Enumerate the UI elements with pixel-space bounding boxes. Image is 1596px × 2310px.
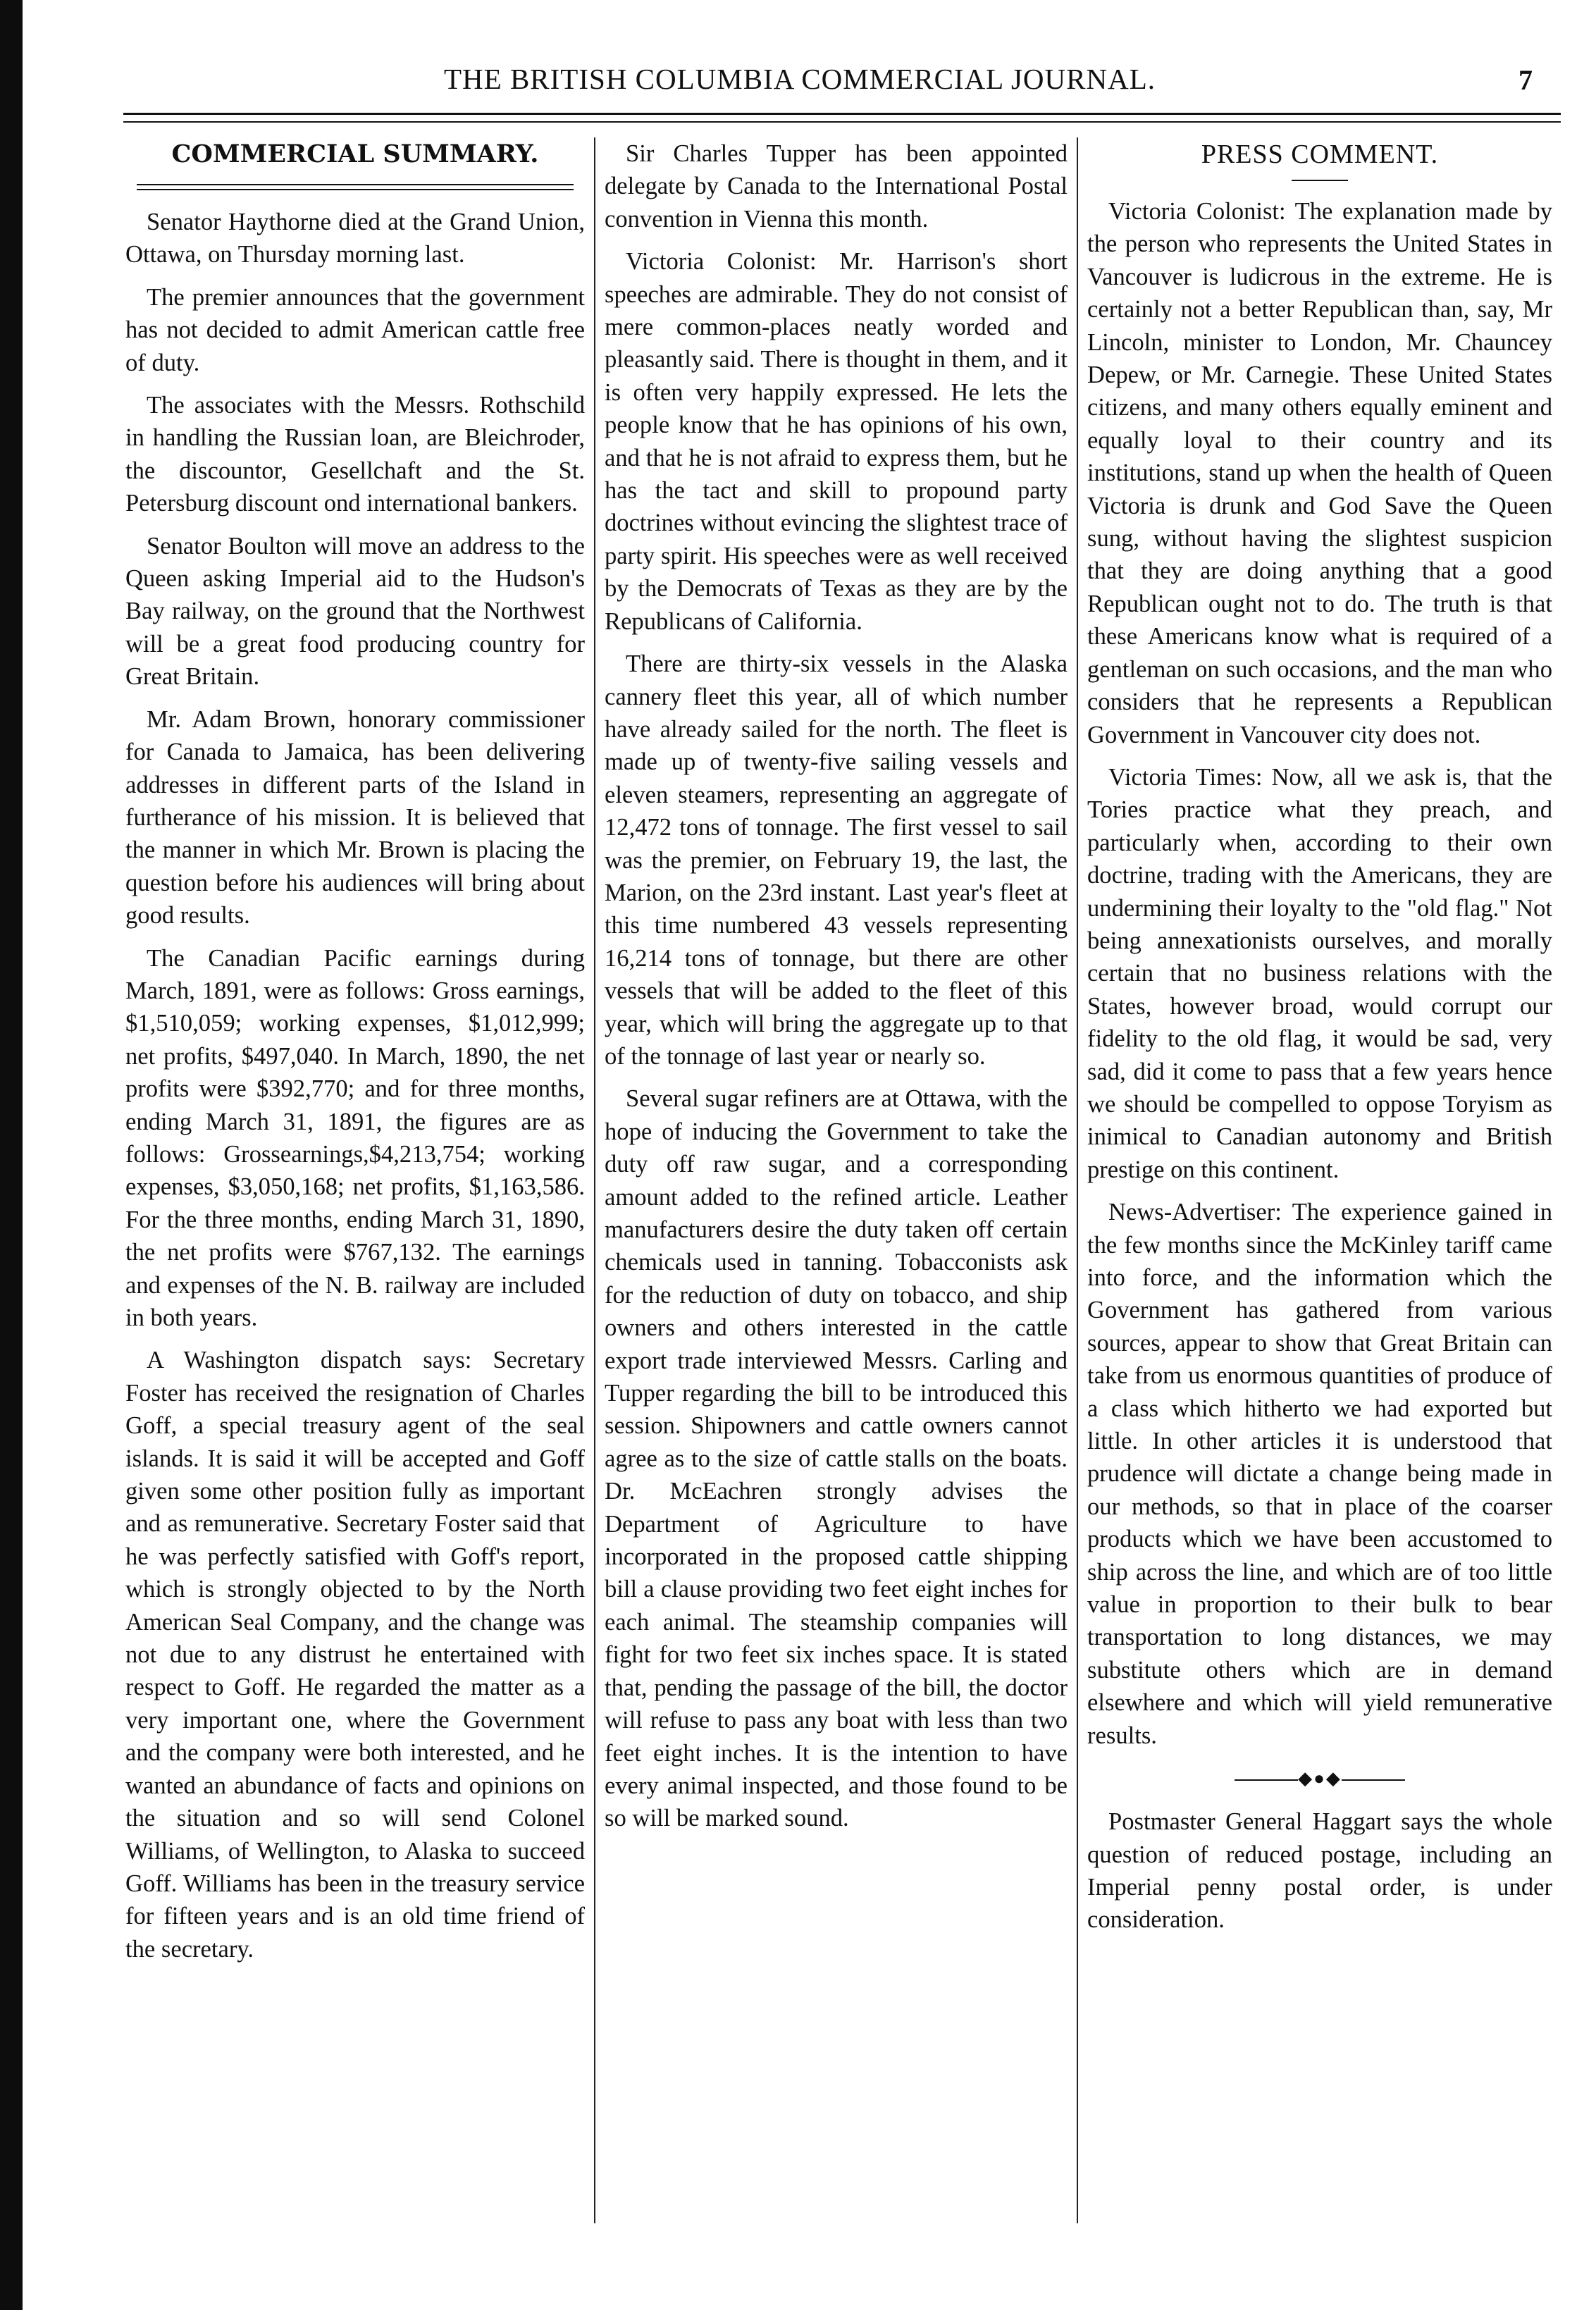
- article-paragraph: News-Advertiser: The experience gained in the few months since the McKinley tariff came into force, and the information which the Government has gathered from various sources, appear to show that Great Britain can take from us enormous quantities of produce of a class which hitherto we had exported but little. In other articles it is understood that prudence will dictate a change being made in our methods, so that in place of the coarser products which we have been accustomed to ship across the line, and which are of too little value in proportion to their bulk to bear transportation to long distances, we may substitute others which are in demand elsewhere and which will yield remunerative results.: [1087, 1199, 1552, 1749]
- article-paragraph: Victoria Colonist: Mr. Harrison's short speeches are admirable. They do not consist of mere common-places neatly worded and pleasantly said. There is thought in them, and it is often very happily expressed. He lets the people know that he has opinions of his own, and that he is not afraid to express them, but he has the tact and skill to propound party doctrines without evincing the slightest trace of party spirit. His speeches were as well received by the Democrats of Texas as they are by the Republicans of California.: [605, 248, 1068, 635]
- article-paragraph: Victoria Colonist: The explanation made by the person who represents the United States in Vancouver is ludicrous in the extreme. He is certainly not a better Republican than, say, Mr Lincoln, minister to London, Mr. Chauncey Depew, or Mr. Carnegie. These United States citizens, and many others equally eminent and equally loyal to their country and its institutions, stand up when the health of Queen Victoria is drunk and God Save the Queen sung, without having the slightest suspicion that they are doing anything that a good Republican ought not to do. The truth is that these Americans know what is required of a gentleman on such occasions, and the man who considers that he represents a Republican Government in Vancouver city does not.: [1087, 198, 1552, 748]
- article-paragraph: The Canadian Pacific earnings during March, 1891, were as follows: Gross earnings, $1,510,059; working expenses, $1,012,999; net profits, $497,040. In March, 1890, the net profits were $392,770; and for three months, ending March 31, 1891, the figures are as follows: Grossearnings,$4,213,754; working expenses, $3,050,168; net profits, $1,163,586. For the three months, ending March 31, 1890, the net profits were $767,132. The earnings and expenses of the N. B. railway are included in both years.: [125, 944, 585, 1331]
- double-rule: [137, 184, 574, 190]
- article-paragraph: Several sugar refiners are at Ottawa, with the hope of inducing the Government to take the duty off raw sugar, and a corresponding amount added to the refined article. Leather manufacturers desire the duty taken off certain chemicals used in tanning. Tobacconists ask for the reduction of duty on tobacco, and ship owners and others interested in the cattle export trade interviewed Messrs. Carling and Tupper regarding the bill to be introduced this session. Shipowners and cattle owners cannot agree as to the size of cattle stalls on the boats. Dr. McEachren strongly advises the Department of Agriculture to have incorporated in the proposed cattle shipping bill a clause providing two feet eight inches for each animal. The steamship companies will fight for two feet six inches space. It is stated that, pending the passage of the bill, the doctor will refuse to pass any boat with less than two feet eight inches. It is the intention to have every animal inspected, and those found to be so will be marked sound.: [605, 1085, 1068, 1832]
- column-news-items: [605, 137, 1068, 2280]
- article-paragraph: A Washington dispatch says: Secretary Foster has received the resignation of Charles Goff, a special treasury agent of the seal islands. It is said it will be accepted and Goff given some other position fully as important and as remunerative. Secretary Foster said that he was perfectly satisfied with Goff's report, which is strongly objected to by the North American Seal Company, and the change was not due to any distrust he entertained with respect to Goff. He regarded the matter as a very important one, where the Government and the company were both interested, and he wanted an abundance of facts and opinions on the situation and so will send Colonel Williams, of Wellington, to Alaska to succeed Goff. Williams has been in the treasury service for fifteen years and is an old time friend of the secretary.: [125, 1347, 585, 1963]
- column-commercial-summary: [125, 137, 585, 2280]
- header-rule-thin: [123, 121, 1561, 123]
- article-paragraph: The associates with the Messrs. Rothschild in handling the Russian loan, are Bleichroder, the discountor, Gesellchaft and the St. Petersburg discount ond international bankers.: [125, 392, 585, 517]
- page-number: 7: [1518, 64, 1533, 96]
- header-rule: [123, 113, 1561, 115]
- article-paragraph: Senator Boulton will move an address to the Queen asking Imperial aid to the Hudson's Bay railway, on the ground that the Northwest will be a great food producing country for Great Britain.: [125, 532, 585, 691]
- article-paragraph: Senator Haythorne died at the Grand Union, Ottawa, on Thursday morning last.: [125, 209, 585, 268]
- article-paragraph: Victoria Times: Now, all we ask is, that the Tories practice what they preach, and particularly when, according to their own doctrine, trading with the Americans, they are undermining their loyalty to the "old flag." Not being annexationists ourselves, and morally certain that no business relations with the States, however broad, would corrupt our fidelity to the old flag, it would be sad, very sad, did it come to pass that a few years hence we should be compelled to oppose Toryism as inimical to Canadian autonomy and British prestige on this continent.: [1087, 763, 1552, 1183]
- short-rule: [1292, 180, 1348, 181]
- article-paragraph: Mr. Adam Brown, honorary commissioner for Canada to Jamaica, has been delivering addresses in different parts of the Island in furtherance of his mission. It is believed that the manner in which Mr. Brown is placing the question before his audiences will bring about good results.: [125, 705, 585, 929]
- column-divider: [594, 137, 595, 2223]
- journal-title: THE BRITISH COLUMBIA COMMERCIAL JOURNAL.: [444, 63, 1156, 95]
- article-paragraph: There are thirty-six vessels in the Alaska cannery fleet this year, all of which number have already sailed for the north. The fleet is made up of twenty-five sailing vessels and eleven steamers, representing an aggregate of 12,472 tons of tonnage. The first vessel to sail was the premier, on February 19, the last, the Marion, on the 23rd instant. Last year's fleet at this time numbered 43 vessels representing 16,214 tons of tonnage, but there are other vessels that will be added to the fleet of this year, which will bring the aggregate up to that of the tonnage of last year or nearly so.: [605, 650, 1068, 1070]
- article-paragraph: Postmaster General Haggart says the whole question of reduced postage, including an Imperial penny postal order, is under consideration.: [1087, 1808, 1552, 1934]
- section-heading: PRESS COMMENT.: [1201, 140, 1439, 169]
- binding-edge: [0, 0, 23, 2310]
- section-heading: COMMERCIAL SUMMARY.: [171, 140, 539, 168]
- ornament-divider: ◆●◆: [1087, 1765, 1552, 1793]
- column-press-comment: [1087, 137, 1552, 2280]
- article-paragraph: The premier announces that the government has not decided to admit American cattle free of duty.: [125, 283, 585, 376]
- page-header: [123, 62, 1561, 106]
- column-divider: [1077, 137, 1078, 2223]
- article-paragraph: Sir Charles Tupper has been appointed delegate by Canada to the International Postal convention in Vienna this month.: [605, 140, 1068, 233]
